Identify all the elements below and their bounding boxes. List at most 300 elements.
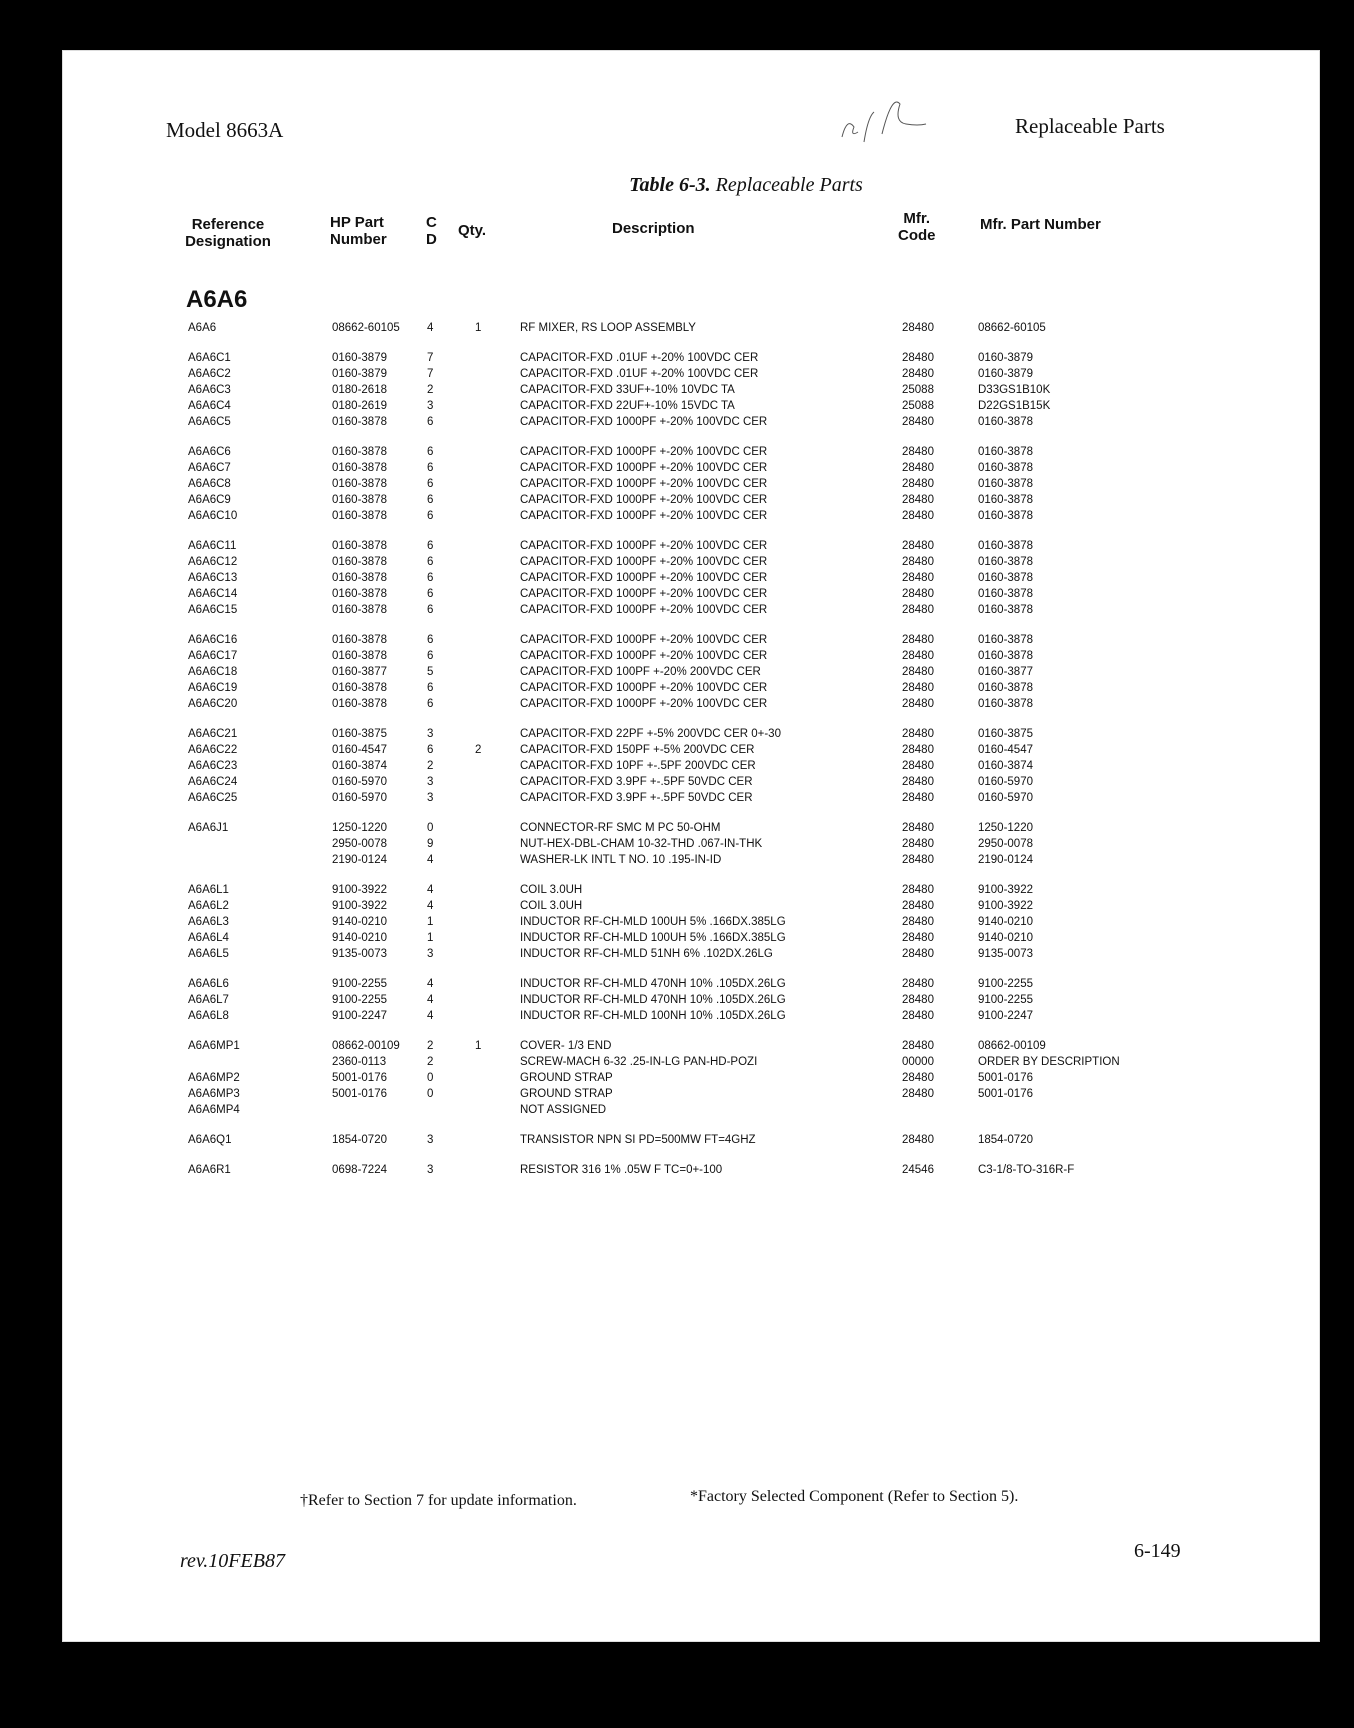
cell-mfr-part-number: 0160-3877 bbox=[978, 666, 1033, 678]
cell-ref-designation: A6A6C3 bbox=[188, 384, 231, 396]
cell-mfr-part-number: D22GS1B15K bbox=[978, 400, 1051, 412]
cell-cd: 3 bbox=[427, 792, 434, 804]
cell-mfr-part-number: 0160-3878 bbox=[978, 572, 1033, 584]
cell-mfr-part-number: C3-1/8-TO-316R-F bbox=[978, 1164, 1075, 1176]
cell-description: CAPACITOR-FXD 1000PF +-20% 100VDC CER bbox=[520, 416, 768, 428]
table-row bbox=[62, 744, 1320, 760]
cell-cd: 2 bbox=[427, 1040, 434, 1052]
cell-mfr-part-number: 0160-5970 bbox=[978, 776, 1033, 788]
cell-cd: 6 bbox=[427, 446, 434, 458]
cell-mfr-part-number: D33GS1B10K bbox=[978, 384, 1051, 396]
cell-cd: 6 bbox=[427, 650, 434, 662]
cell-mfr-part-number: 1854-0720 bbox=[978, 1134, 1033, 1146]
table-row bbox=[62, 1072, 1320, 1088]
cell-cd: 6 bbox=[427, 494, 434, 506]
cell-hp-part-number: 9100-3922 bbox=[332, 900, 387, 912]
table-row bbox=[62, 682, 1320, 698]
cell-ref-designation: A6A6C8 bbox=[188, 478, 231, 490]
cell-mfr-part-number: 9135-0073 bbox=[978, 948, 1033, 960]
cell-description: CAPACITOR-FXD 22UF+-10% 15VDC TA bbox=[520, 400, 735, 412]
cell-description: CAPACITOR-FXD 1000PF +-20% 100VDC CER bbox=[520, 446, 768, 458]
table-row bbox=[62, 900, 1320, 916]
cell-cd: 6 bbox=[427, 478, 434, 490]
cell-mfr-code: 28480 bbox=[902, 540, 934, 552]
cell-mfr-code: 28480 bbox=[902, 572, 934, 584]
cell-description: CAPACITOR-FXD 1000PF +-20% 100VDC CER bbox=[520, 556, 768, 568]
cell-description: CAPACITOR-FXD 1000PF +-20% 100VDC CER bbox=[520, 494, 768, 506]
cell-cd: 2 bbox=[427, 760, 434, 772]
table-row bbox=[62, 916, 1320, 932]
cell-hp-part-number: 0160-3878 bbox=[332, 682, 387, 694]
cell-description: CAPACITOR-FXD 150PF +-5% 200VDC CER bbox=[520, 744, 755, 756]
cell-mfr-part-number: 0160-3879 bbox=[978, 352, 1033, 364]
cell-description: TRANSISTOR NPN SI PD=500MW FT=4GHZ bbox=[520, 1134, 756, 1146]
cell-mfr-code: 28480 bbox=[902, 792, 934, 804]
cell-ref-designation: A6A6C17 bbox=[188, 650, 238, 662]
cell-hp-part-number: 5001-0176 bbox=[332, 1088, 387, 1100]
table-row bbox=[62, 604, 1320, 620]
cell-ref-designation: A6A6 bbox=[188, 322, 217, 334]
table-row bbox=[62, 728, 1320, 744]
cell-cd: 6 bbox=[427, 462, 434, 474]
cell-hp-part-number: 0180-2618 bbox=[332, 384, 387, 396]
table-row bbox=[62, 400, 1320, 416]
table-row bbox=[62, 1056, 1320, 1072]
cell-mfr-part-number: 2190-0124 bbox=[978, 854, 1033, 866]
table-row bbox=[62, 446, 1320, 462]
col-description: Description bbox=[612, 220, 695, 237]
cell-mfr-part-number: 9100-2247 bbox=[978, 1010, 1033, 1022]
cell-hp-part-number: 0160-3878 bbox=[332, 494, 387, 506]
cell-mfr-part-number: 0160-3878 bbox=[978, 556, 1033, 568]
cell-mfr-part-number: 9140-0210 bbox=[978, 932, 1033, 944]
cell-cd: 6 bbox=[427, 744, 434, 756]
cell-mfr-code: 28480 bbox=[902, 698, 934, 710]
table-row bbox=[62, 1134, 1320, 1150]
cell-ref-designation: A6A6C7 bbox=[188, 462, 231, 474]
cell-mfr-part-number: 0160-3878 bbox=[978, 446, 1033, 458]
cell-hp-part-number: 2950-0078 bbox=[332, 838, 387, 850]
cell-cd: 1 bbox=[427, 932, 434, 944]
cell-cd: 0 bbox=[427, 822, 434, 834]
cell-mfr-part-number: 5001-0176 bbox=[978, 1088, 1033, 1100]
table-row bbox=[62, 698, 1320, 714]
cell-ref-designation: A6A6C15 bbox=[188, 604, 238, 616]
cell-description: INDUCTOR RF-CH-MLD 100UH 5% .166DX.385LG bbox=[520, 916, 786, 928]
document-page bbox=[62, 50, 1320, 1642]
cell-mfr-code: 28480 bbox=[902, 900, 934, 912]
cell-hp-part-number: 0160-3874 bbox=[332, 760, 387, 772]
table-row bbox=[62, 666, 1320, 682]
footnote-update: †Refer to Section 7 for update information. bbox=[300, 1492, 577, 1509]
cell-cd: 3 bbox=[427, 728, 434, 740]
cell-hp-part-number: 0160-3878 bbox=[332, 510, 387, 522]
cell-cd: 4 bbox=[427, 884, 434, 896]
cell-hp-part-number: 9100-3922 bbox=[332, 884, 387, 896]
cell-description: NUT-HEX-DBL-CHAM 10-32-THD .067-IN-THK bbox=[520, 838, 763, 850]
cell-mfr-code: 28480 bbox=[902, 728, 934, 740]
cell-description: CAPACITOR-FXD 1000PF +-20% 100VDC CER bbox=[520, 650, 768, 662]
cell-description: CAPACITOR-FXD 33UF+-10% 10VDC TA bbox=[520, 384, 735, 396]
cell-description: SCREW-MACH 6-32 .25-IN-LG PAN-HD-POZI bbox=[520, 1056, 758, 1068]
cell-hp-part-number: 5001-0176 bbox=[332, 1072, 387, 1084]
cell-hp-part-number: 0698-7224 bbox=[332, 1164, 387, 1176]
cell-cd: 3 bbox=[427, 1164, 434, 1176]
handwritten-mark bbox=[832, 82, 952, 152]
table-row bbox=[62, 540, 1320, 556]
cell-mfr-code: 28480 bbox=[902, 462, 934, 474]
cell-ref-designation: A6A6C4 bbox=[188, 400, 231, 412]
cell-description: CAPACITOR-FXD 1000PF +-20% 100VDC CER bbox=[520, 698, 768, 710]
cell-ref-designation: A6A6C13 bbox=[188, 572, 238, 584]
cell-description: CAPACITOR-FXD 1000PF +-20% 100VDC CER bbox=[520, 634, 768, 646]
cell-description: CAPACITOR-FXD 100PF +-20% 200VDC CER bbox=[520, 666, 761, 678]
cell-mfr-code: 28480 bbox=[902, 1088, 934, 1100]
table-row bbox=[62, 352, 1320, 368]
cell-mfr-code: 28480 bbox=[902, 916, 934, 928]
cell-hp-part-number: 2190-0124 bbox=[332, 854, 387, 866]
cell-description: CAPACITOR-FXD 1000PF +-20% 100VDC CER bbox=[520, 682, 768, 694]
cell-mfr-part-number: 9100-3922 bbox=[978, 884, 1033, 896]
cell-hp-part-number: 0160-3879 bbox=[332, 352, 387, 364]
cell-cd: 4 bbox=[427, 978, 434, 990]
cell-hp-part-number: 0160-3878 bbox=[332, 446, 387, 458]
cell-hp-part-number: 9140-0210 bbox=[332, 916, 387, 928]
table-row bbox=[62, 494, 1320, 510]
cell-ref-designation: A6A6MP1 bbox=[188, 1040, 240, 1052]
cell-mfr-part-number: 0160-3878 bbox=[978, 588, 1033, 600]
cell-hp-part-number: 0160-3878 bbox=[332, 478, 387, 490]
cell-ref-designation: A6A6C10 bbox=[188, 510, 238, 522]
cell-hp-part-number: 0160-3878 bbox=[332, 540, 387, 552]
cell-mfr-code: 28480 bbox=[902, 352, 934, 364]
table-title-number: Table 6-3. bbox=[629, 174, 711, 196]
section-header: Replaceable Parts bbox=[1015, 114, 1165, 138]
table-row bbox=[62, 1164, 1320, 1180]
cell-ref-designation: A6A6C2 bbox=[188, 368, 231, 380]
cell-cd: 2 bbox=[427, 1056, 434, 1068]
cell-hp-part-number: 0160-3875 bbox=[332, 728, 387, 740]
cell-description: CAPACITOR-FXD .01UF +-20% 100VDC CER bbox=[520, 352, 759, 364]
cell-mfr-code: 28480 bbox=[902, 556, 934, 568]
cell-mfr-part-number: ORDER BY DESCRIPTION bbox=[978, 1056, 1120, 1068]
cell-ref-designation: A6A6L3 bbox=[188, 916, 229, 928]
cell-ref-designation: A6A6Q1 bbox=[188, 1134, 232, 1146]
table-row bbox=[62, 384, 1320, 400]
cell-hp-part-number: 0160-3878 bbox=[332, 462, 387, 474]
cell-hp-part-number: 9100-2247 bbox=[332, 1010, 387, 1022]
cell-mfr-code: 28480 bbox=[902, 948, 934, 960]
cell-ref-designation: A6A6L2 bbox=[188, 900, 229, 912]
table-row bbox=[62, 838, 1320, 854]
table-title-text: Replaceable Parts bbox=[710, 174, 863, 196]
cell-cd: 4 bbox=[427, 854, 434, 866]
cell-description: CONNECTOR-RF SMC M PC 50-OHM bbox=[520, 822, 721, 834]
cell-description: CAPACITOR-FXD 3.9PF +-.5PF 50VDC CER bbox=[520, 792, 753, 804]
cell-hp-part-number: 0160-3878 bbox=[332, 634, 387, 646]
cell-description: GROUND STRAP bbox=[520, 1088, 613, 1100]
col-mfr-code: Mfr. Code bbox=[898, 210, 936, 244]
cell-cd: 6 bbox=[427, 540, 434, 552]
cell-hp-part-number: 08662-60105 bbox=[332, 322, 400, 334]
cell-mfr-code: 28480 bbox=[902, 1134, 934, 1146]
cell-description: WASHER-LK INTL T NO. 10 .195-IN-ID bbox=[520, 854, 722, 866]
cell-description: GROUND STRAP bbox=[520, 1072, 613, 1084]
cell-mfr-part-number: 9100-3922 bbox=[978, 900, 1033, 912]
revision-date: rev.10FEB87 bbox=[180, 1550, 285, 1572]
cell-mfr-code: 28480 bbox=[902, 604, 934, 616]
cell-mfr-part-number: 08662-00109 bbox=[978, 1040, 1046, 1052]
cell-mfr-code: 28480 bbox=[902, 634, 934, 646]
cell-mfr-part-number: 0160-3874 bbox=[978, 760, 1033, 772]
cell-cd: 0 bbox=[427, 1088, 434, 1100]
cell-hp-part-number: 1854-0720 bbox=[332, 1134, 387, 1146]
cell-cd: 7 bbox=[427, 352, 434, 364]
cell-mfr-part-number: 9100-2255 bbox=[978, 994, 1033, 1006]
cell-hp-part-number: 2360-0113 bbox=[332, 1056, 387, 1068]
cell-ref-designation: A6A6C21 bbox=[188, 728, 238, 740]
model-header: Model 8663A bbox=[166, 118, 284, 142]
cell-cd: 6 bbox=[427, 572, 434, 584]
cell-mfr-part-number: 0160-3878 bbox=[978, 650, 1033, 662]
parts-table-body bbox=[62, 322, 1320, 1180]
table-row bbox=[62, 792, 1320, 808]
cell-mfr-part-number: 0160-3878 bbox=[978, 510, 1033, 522]
table-row bbox=[62, 416, 1320, 432]
cell-mfr-code: 00000 bbox=[902, 1056, 934, 1068]
cell-cd: 6 bbox=[427, 556, 434, 568]
cell-cd: 1 bbox=[427, 916, 434, 928]
cell-mfr-code: 28480 bbox=[902, 1010, 934, 1022]
cell-description: CAPACITOR-FXD 3.9PF +-.5PF 50VDC CER bbox=[520, 776, 753, 788]
cell-hp-part-number: 9135-0073 bbox=[332, 948, 387, 960]
cell-description: INDUCTOR RF-CH-MLD 100UH 5% .166DX.385LG bbox=[520, 932, 786, 944]
cell-ref-designation: A6A6MP4 bbox=[188, 1104, 240, 1116]
cell-ref-designation: A6A6C18 bbox=[188, 666, 238, 678]
cell-mfr-code: 28480 bbox=[902, 760, 934, 772]
cell-hp-part-number: 0160-3878 bbox=[332, 416, 387, 428]
cell-ref-designation: A6A6MP2 bbox=[188, 1072, 240, 1084]
cell-description: INDUCTOR RF-CH-MLD 51NH 6% .102DX.26LG bbox=[520, 948, 773, 960]
cell-mfr-part-number: 0160-3878 bbox=[978, 416, 1033, 428]
cell-mfr-code: 28480 bbox=[902, 822, 934, 834]
cell-mfr-code: 28480 bbox=[902, 666, 934, 678]
cell-mfr-part-number: 9100-2255 bbox=[978, 978, 1033, 990]
cell-mfr-part-number: 08662-60105 bbox=[978, 322, 1046, 334]
cell-ref-designation: A6A6C11 bbox=[188, 540, 237, 552]
table-row bbox=[62, 478, 1320, 494]
cell-ref-designation: A6A6L6 bbox=[188, 978, 229, 990]
cell-cd: 3 bbox=[427, 948, 434, 960]
cell-ref-designation: A6A6C25 bbox=[188, 792, 238, 804]
cell-mfr-code: 28480 bbox=[902, 1040, 934, 1052]
table-row bbox=[62, 948, 1320, 964]
cell-mfr-code: 28480 bbox=[902, 854, 934, 866]
table-row bbox=[62, 994, 1320, 1010]
cell-mfr-part-number: 0160-5970 bbox=[978, 792, 1033, 804]
table-row bbox=[62, 760, 1320, 776]
cell-mfr-part-number: 0160-3878 bbox=[978, 698, 1033, 710]
cell-ref-designation: A6A6C24 bbox=[188, 776, 238, 788]
cell-mfr-part-number: 0160-3878 bbox=[978, 634, 1033, 646]
cell-description: CAPACITOR-FXD 1000PF +-20% 100VDC CER bbox=[520, 540, 768, 552]
col-mfr-part-number: Mfr. Part Number bbox=[980, 216, 1101, 233]
cell-description: CAPACITOR-FXD 10PF +-.5PF 200VDC CER bbox=[520, 760, 756, 772]
cell-cd: 6 bbox=[427, 604, 434, 616]
cell-description: COIL 3.0UH bbox=[520, 900, 583, 912]
cell-description: CAPACITOR-FXD 1000PF +-20% 100VDC CER bbox=[520, 510, 768, 522]
table-row bbox=[62, 462, 1320, 478]
cell-mfr-part-number: 9140-0210 bbox=[978, 916, 1033, 928]
table-row bbox=[62, 368, 1320, 384]
cell-description: COVER- 1/3 END bbox=[520, 1040, 612, 1052]
table-row bbox=[62, 572, 1320, 588]
cell-ref-designation: A6A6MP3 bbox=[188, 1088, 240, 1100]
cell-hp-part-number: 0160-3878 bbox=[332, 604, 387, 616]
table-row bbox=[62, 634, 1320, 650]
cell-mfr-code: 28480 bbox=[902, 932, 934, 944]
cell-mfr-code: 28480 bbox=[902, 776, 934, 788]
cell-hp-part-number: 0160-3878 bbox=[332, 572, 387, 584]
cell-mfr-code: 28480 bbox=[902, 978, 934, 990]
cell-hp-part-number: 0160-3879 bbox=[332, 368, 387, 380]
cell-mfr-code: 28480 bbox=[902, 838, 934, 850]
cell-description: CAPACITOR-FXD 1000PF +-20% 100VDC CER bbox=[520, 462, 768, 474]
table-row bbox=[62, 1104, 1320, 1120]
cell-cd: 3 bbox=[427, 1134, 434, 1146]
cell-description: RF MIXER, RS LOOP ASSEMBLY bbox=[520, 322, 696, 334]
cell-hp-part-number: 0160-3878 bbox=[332, 588, 387, 600]
table-row bbox=[62, 650, 1320, 666]
col-hp-part-number: HP Part Number bbox=[330, 214, 387, 248]
cell-mfr-code: 24546 bbox=[902, 1164, 934, 1176]
cell-mfr-code: 28480 bbox=[902, 478, 934, 490]
cell-hp-part-number: 1250-1220 bbox=[332, 822, 387, 834]
cell-ref-designation: A6A6C5 bbox=[188, 416, 231, 428]
cell-ref-designation: A6A6C16 bbox=[188, 634, 238, 646]
cell-mfr-code: 28480 bbox=[902, 510, 934, 522]
cell-description: RESISTOR 316 1% .05W F TC=0+-100 bbox=[520, 1164, 723, 1176]
cell-mfr-part-number: 2950-0078 bbox=[978, 838, 1033, 850]
cell-mfr-part-number: 0160-3878 bbox=[978, 478, 1033, 490]
cell-cd: 4 bbox=[427, 1010, 434, 1022]
cell-description: CAPACITOR-FXD 1000PF +-20% 100VDC CER bbox=[520, 588, 768, 600]
cell-description: CAPACITOR-FXD .01UF +-20% 100VDC CER bbox=[520, 368, 759, 380]
cell-ref-designation: A6A6C12 bbox=[188, 556, 238, 568]
table-row bbox=[62, 588, 1320, 604]
cell-mfr-code: 28480 bbox=[902, 994, 934, 1006]
cell-ref-designation: A6A6C6 bbox=[188, 446, 231, 458]
cell-mfr-part-number: 0160-3879 bbox=[978, 368, 1033, 380]
col-cd: C D bbox=[426, 214, 437, 248]
cell-mfr-code: 28480 bbox=[902, 322, 934, 334]
cell-description: INDUCTOR RF-CH-MLD 100NH 10% .105DX.26LG bbox=[520, 1010, 786, 1022]
cell-qty: 2 bbox=[475, 744, 482, 756]
cell-mfr-part-number: 0160-3878 bbox=[978, 494, 1033, 506]
cell-ref-designation: A6A6L8 bbox=[188, 1010, 229, 1022]
cell-ref-designation: A6A6L5 bbox=[188, 948, 229, 960]
cell-description: INDUCTOR RF-CH-MLD 470NH 10% .105DX.26LG bbox=[520, 978, 786, 990]
table-row bbox=[62, 1010, 1320, 1026]
table-row bbox=[62, 822, 1320, 838]
cell-hp-part-number: 0160-4547 bbox=[332, 744, 387, 756]
cell-cd: 7 bbox=[427, 368, 434, 380]
cell-ref-designation: A6A6C1 bbox=[188, 352, 231, 364]
cell-description: COIL 3.0UH bbox=[520, 884, 583, 896]
cell-ref-designation: A6A6C20 bbox=[188, 698, 238, 710]
cell-mfr-code: 25088 bbox=[902, 400, 934, 412]
cell-qty: 1 bbox=[475, 322, 482, 334]
cell-cd: 6 bbox=[427, 682, 434, 694]
cell-mfr-code: 28480 bbox=[902, 494, 934, 506]
cell-mfr-part-number: 0160-3878 bbox=[978, 604, 1033, 616]
cell-ref-designation: A6A6C23 bbox=[188, 760, 238, 772]
cell-cd: 6 bbox=[427, 416, 434, 428]
cell-ref-designation: A6A6C22 bbox=[188, 744, 238, 756]
cell-cd: 0 bbox=[427, 1072, 434, 1084]
cell-ref-designation: A6A6L7 bbox=[188, 994, 229, 1006]
cell-cd: 6 bbox=[427, 634, 434, 646]
footnote-factory-selected: *Factory Selected Component (Refer to Section 5). bbox=[690, 1488, 1019, 1505]
cell-hp-part-number: 0160-3877 bbox=[332, 666, 387, 678]
table-row bbox=[62, 854, 1320, 870]
cell-hp-part-number: 0160-5970 bbox=[332, 776, 387, 788]
table-row bbox=[62, 884, 1320, 900]
cell-mfr-code: 28480 bbox=[902, 416, 934, 428]
col-qty: Qty. bbox=[458, 222, 487, 239]
cell-mfr-part-number: 0160-3875 bbox=[978, 728, 1033, 740]
cell-cd: 3 bbox=[427, 776, 434, 788]
cell-hp-part-number: 0160-5970 bbox=[332, 792, 387, 804]
table-row bbox=[62, 510, 1320, 526]
cell-hp-part-number: 9100-2255 bbox=[332, 994, 387, 1006]
cell-mfr-code: 28480 bbox=[902, 588, 934, 600]
table-row bbox=[62, 932, 1320, 948]
cell-mfr-code: 28480 bbox=[902, 1072, 934, 1084]
cell-cd: 5 bbox=[427, 666, 434, 678]
cell-mfr-part-number: 0160-4547 bbox=[978, 744, 1033, 756]
cell-mfr-part-number: 5001-0176 bbox=[978, 1072, 1033, 1084]
table-title bbox=[62, 174, 1320, 197]
cell-mfr-part-number: 0160-3878 bbox=[978, 462, 1033, 474]
cell-mfr-code: 28480 bbox=[902, 744, 934, 756]
cell-mfr-part-number: 0160-3878 bbox=[978, 540, 1033, 552]
table-row bbox=[62, 1040, 1320, 1056]
cell-hp-part-number: 0180-2619 bbox=[332, 400, 387, 412]
cell-cd: 9 bbox=[427, 838, 434, 850]
cell-ref-designation: A6A6C14 bbox=[188, 588, 238, 600]
cell-mfr-code: 25088 bbox=[902, 384, 934, 396]
cell-cd: 2 bbox=[427, 384, 434, 396]
cell-ref-designation: A6A6L4 bbox=[188, 932, 229, 944]
table-row bbox=[62, 978, 1320, 994]
cell-hp-part-number: 0160-3878 bbox=[332, 698, 387, 710]
cell-cd: 6 bbox=[427, 510, 434, 522]
table-row bbox=[62, 1088, 1320, 1104]
cell-ref-designation: A6A6L1 bbox=[188, 884, 229, 896]
table-row bbox=[62, 776, 1320, 792]
cell-cd: 6 bbox=[427, 588, 434, 600]
cell-ref-designation: A6A6C19 bbox=[188, 682, 238, 694]
cell-description: INDUCTOR RF-CH-MLD 470NH 10% .105DX.26LG bbox=[520, 994, 786, 1006]
cell-ref-designation: A6A6R1 bbox=[188, 1164, 231, 1176]
cell-hp-part-number: 0160-3878 bbox=[332, 650, 387, 662]
cell-description: CAPACITOR-FXD 1000PF +-20% 100VDC CER bbox=[520, 478, 768, 490]
cell-mfr-part-number: 1250-1220 bbox=[978, 822, 1033, 834]
col-reference-designation: Reference Designation bbox=[185, 216, 271, 250]
cell-qty: 1 bbox=[475, 1040, 482, 1052]
table-row bbox=[62, 322, 1320, 338]
